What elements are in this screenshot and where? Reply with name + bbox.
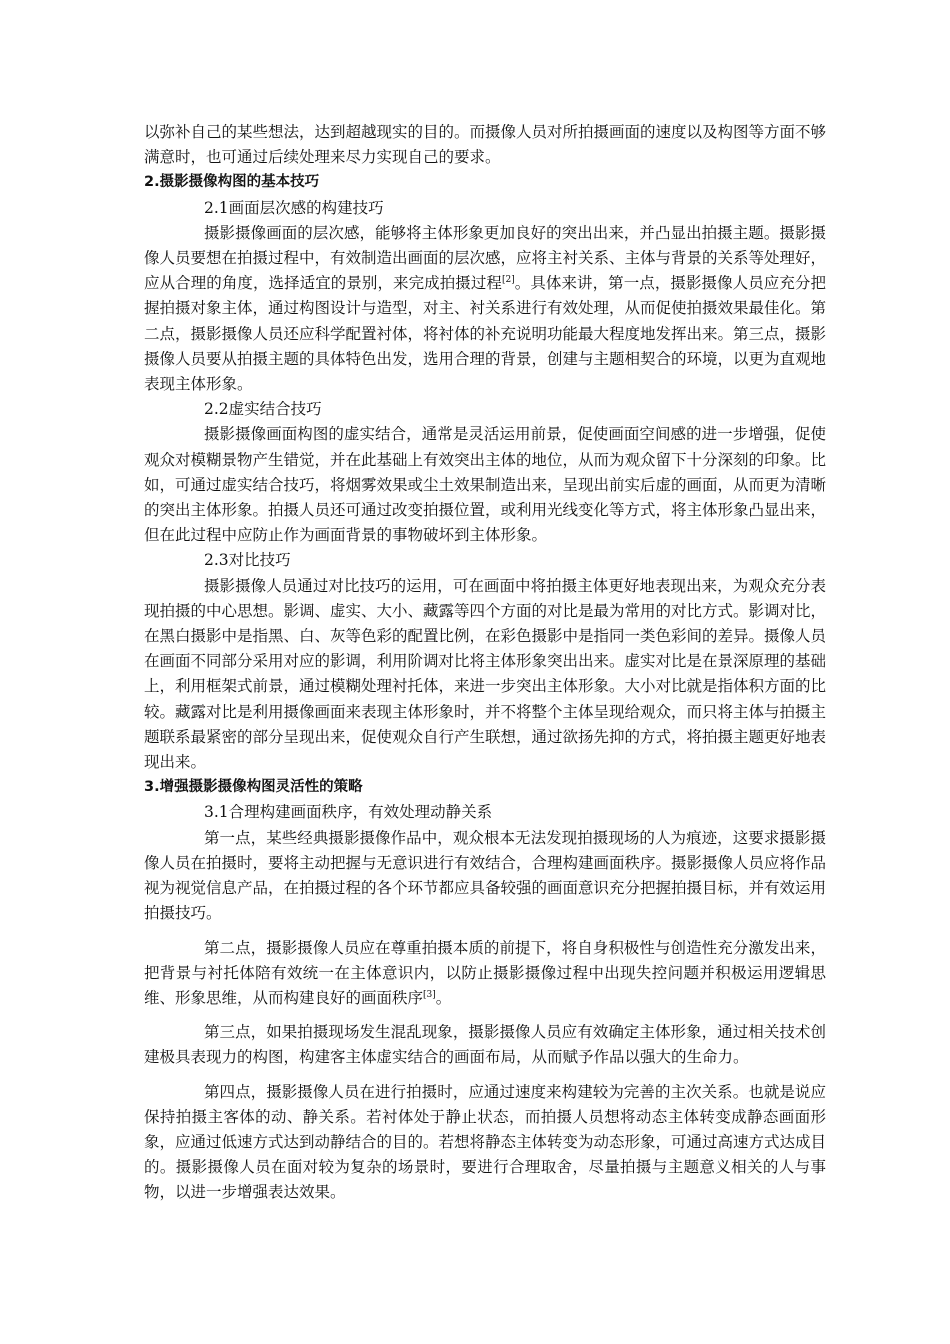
paragraph-2-3: 摄影摄像人员通过对比技巧的运用，可在画面中将拍摄主体更好地表现出来，为观众充分表现拍摄的中心思想。影调、虚实、大小、藏露等四个方面的对比是最为常用的对比方式。影调对比，在黑白摄影中是指黑、白、灰等色彩的配置比例，在彩色摄影中是指同一类色彩间的差异。摄像人员在画面不同部分采用对应的影调，利用阶调对比将主体形象突出出来。虚实对比是在景深原理的基础上，利用框架式前景，通过模糊处理衬托体，来进一步突出主体形象。大小对比就是指体积方面的比较。藏露对比是利用摄像画面来表现主体形象时，并不将整个主体呈现给观众，而只将主体与拍摄主题联系最紧密的部分呈现出来，促使观众自行产生联想，通过欲扬先抑的方式，将拍摄主题更好地表现出来。 bbox=[144, 576, 827, 772]
section-3-heading: 3.增强摄影摄像构图灵活性的策略 bbox=[144, 779, 363, 796]
intro-paragraph: 以弥补自己的某些想法，达到超越现实的目的。而摄像人员对所拍摄画面的速度以及构图等方面不够满意时，也可通过后续处理来尽力实现自己的要求。 bbox=[144, 123, 827, 167]
subsection-2-2-heading: 2.2虚实结合技巧 bbox=[204, 400, 322, 419]
subsection-2-1-heading: 2.1画面层次感的构建技巧 bbox=[204, 198, 384, 217]
subsection-3-1-heading: 3.1合理构建画面秩序，有效处理动静关系 bbox=[204, 803, 493, 822]
paragraph-3-1-point-3: 第三点，如果拍摄现场发生混乱现象，摄影摄像人员应有效确定主体形象，通过相关技术创建极具表现力的构图，构建客主体虚实结合的画面布局，从而赋予作品以强大的生命力。 bbox=[144, 1023, 826, 1067]
section-2-heading: 2.摄影摄像构图的基本技巧 bbox=[144, 174, 320, 191]
citation-3: [3] bbox=[423, 989, 436, 1000]
paragraph-3-1-point-2-end: 。 bbox=[435, 988, 452, 1007]
subsection-2-3-heading: 2.3对比技巧 bbox=[204, 551, 291, 570]
citation-2: [2] bbox=[501, 275, 515, 286]
paragraph-3-1-point-2 bbox=[144, 936, 826, 1012]
paragraph-3-1-point-1: 第一点，某些经典摄影摄像作品中，观众根本无法发现拍摄现场的人为痕迹，这要求摄影摄像人员在拍摄时，要将主动把握与无意识进行有效结合，合理构建画面秩序。摄影摄像人员应将作品视为视觉信息产品，在拍摄过程的各个环节都应具备较强的画面意识充分把握拍摄目标，并有效运用拍摄技巧。 bbox=[144, 828, 827, 923]
paragraph-3-1-point-2-text: 第二点，摄影摄像人员应在尊重拍摄本质的前提下，将自身积极性与创造性充分激发出来，把背景与衬托体陪有效统一在主体意识内，以防止摄影摄像过程中出现失控问题并积极运用逻辑思维、形象思维，从而构建良好的画面秩序 bbox=[144, 938, 826, 1007]
document-body bbox=[144, 120, 826, 1206]
paragraph-2-1 bbox=[144, 221, 826, 397]
paragraph-2-1-text-a: 摄影摄像画面的层次感，能够将主体形象更加良好的突出出来，并凸显出拍摄主题。摄影摄像人员要想在拍摄过程中，有效制造出画面的层次感，应将主衬关系、主体与背景的关系等处理好，应从合理的角度，选择适宜的景别，来完成拍摄过程 bbox=[144, 223, 827, 293]
paragraph-2-1-text-b: 。具体来讲，第一点，摄影摄像人员应充分把握拍摄对象主体，通过构图设计与造型，对主、衬关系进行有效处理，从而促使拍摄效果最佳化。第二点，摄影摄像人员还应科学配置衬体，将衬体的补充说明功能最大程度地发挥出来。第三点，摄影摄像人员要从拍摄主题的具体特色出发，选用合理的背景，创建与主题相契合的环境，以更为直观地表现主体形象。 bbox=[144, 274, 827, 394]
paragraph-2-2: 摄影摄像画面构图的虚实结合，通常是灵活运用前景，促使画面空间感的进一步增强，促使观众对模糊景物产生错觉，并在此基础上有效突出主体的地位，从而为观众留下十分深刻的印象。比如，可通过虚实结合技巧，将烟雾效果或尘土效果制造出来，呈现出前实后虚的画面，从而更为清晰的突出主体形象。拍摄人员还可通过改变拍摄位置，或利用光线变化等方式，将主体形象凸显出来，但在此过程中应防止作为画面背景的事物破坏到主体形象。 bbox=[144, 425, 827, 545]
paragraph-3-1-point-4: 第四点，摄影摄像人员在进行拍摄时，应通过速度来构建较为完善的主次关系。也就是说应保持拍摄主客体的动、静关系。若衬体处于静止状态，而拍摄人员想将动态主体转变成静态画面形象，应通过低速方式达到动静结合的目的。若想将静态主体转变为动态形象，可通过高速方式达成目的。摄影摄像人员在面对较为复杂的场景时，要进行合理取舍，尽量拍摄与主题意义相关的人与事物，以进一步增强表达效果。 bbox=[144, 1082, 827, 1202]
